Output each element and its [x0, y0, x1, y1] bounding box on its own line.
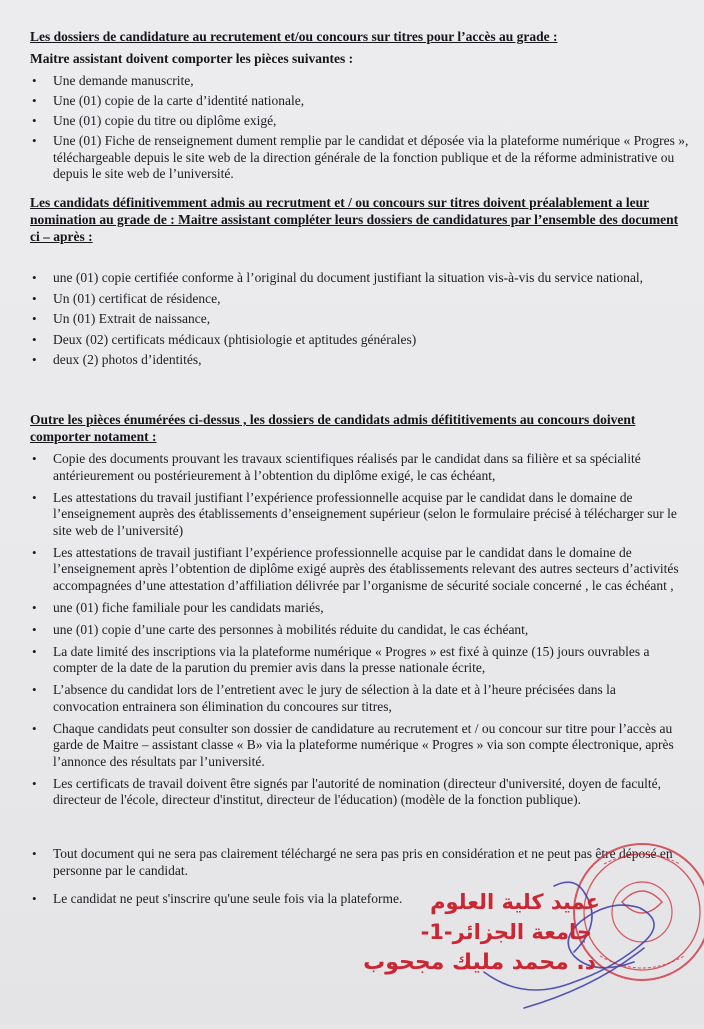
- list-item: • une (01) fiche familiale pour les candidats mariés,: [30, 600, 683, 617]
- university-name: جامعة الجزائر-1-: [420, 920, 592, 944]
- list-item: • Un (01) Extrait de naissance,: [30, 311, 653, 328]
- heading-admitted-candidates: Les candidats définitivemment admis au recrutment et / ou concours sur titres doivent préalablement a leur nomination au grade de : Maitre assistant compléter leurs dossiers de candidatures par l’ensemble des document ci – après :: [30, 195, 679, 244]
- list-item: • Les certificats de travail doivent être signés par l'autorité de nomination (directeur d'université, doyen de faculté, directeur de l'école, directeur d'institut, directeur de l'éducation) (modèle de la fonction publique).: [30, 776, 683, 809]
- additional-documents-list: [30, 270, 653, 373]
- list-item: • Une (01) Fiche de renseignement dument remplie par le candidat et déposée via la plateforme numérique « Progres », téléchargeable depuis le site web de la direction générale de la fonction publique et de la réforme administrative ou depuis le site web de l’université.: [30, 133, 703, 183]
- list-item: • La date limité des inscriptions via la plateforme numérique « Progres » est fixé à quinze (15) jours ouvrables a compter de la date de la parution du premier avis dans la presse nationale écrite,: [30, 644, 683, 677]
- required-pieces-list: [30, 73, 703, 186]
- list-item: • Copie des documents prouvant les travaux scientifiques réalisés par le candidat dans sa filière et sa spécialité antérieurement ou postérieurement à l’obtention du diplôme exigé, le cas échéant,: [30, 451, 683, 484]
- list-item: • Deux (02) certificats médicaux (phtisiologie et aptitudes générales): [30, 332, 653, 349]
- list-item: • Une (01) copie du titre ou diplôme exigé,: [30, 113, 703, 130]
- list-item: • Le candidat ne peut s'inscrire qu'une seule fois via la plateforme.: [30, 891, 683, 908]
- list-item: • Les attestations de travail justifiant l’expérience professionnelle acquise par le candidat dans le domaine de l’enseignement après l’obtention de diplôme exigé auprès des établissements relevant des autres secteurs d’activités accompagnées d’une attestation d’affiliation délivrée par l’organisme de sécurité sociale concerné , le cas échéant ,: [30, 545, 683, 595]
- dean-title: عميد كلية العلوم: [430, 890, 600, 914]
- list-item: • deux (2) photos d’identités,: [30, 352, 653, 369]
- list-item: • Tout document qui ne sera pas clairement téléchargé ne sera pas pris en considération et ne peut pas être déposé en personne par le candidat.: [30, 846, 683, 879]
- heading-other-pieces: Outre les pièces énumérées ci-dessus , les dossiers de candidats admis défititivements au concours doivent comporter notament :: [30, 412, 636, 444]
- list-item: • Les attestations du travail justifiant l’expérience professionnelle acquise par le candidat dans le domaine de l’enseignement auprès des établissements d’enseignement supérieur (selon le formulaire précisé à télécharger sur le site web de l’université): [30, 490, 683, 540]
- signatory-name: د. محمد مليك مجحوب: [363, 950, 596, 975]
- heading-required-pieces: Maitre assistant doivent comporter les pièces suivantes :: [30, 51, 354, 66]
- list-item: • L’absence du candidat lors de l’entretient avec le jury de sélection à la date et à l’heure précisées dans la convocation entrainera son élimination du concoures sur titres,: [30, 682, 683, 715]
- list-item: • Un (01) certificat de résidence,: [30, 291, 653, 308]
- list-item: • une (01) copie certifiée conforme à l’original du document justifiant la situation vis-à-vis du service national,: [30, 270, 653, 287]
- list-item: • Chaque candidats peut consulter son dossier de candidature au recrutement et / ou concour sur titre pour l’accès au garde de Maitre – assistant classe « B» via la plateforme numérique « Progres » via son compte électronique, après l’annonce des résultats par l’université.: [30, 721, 683, 771]
- heading-recruitment-dossier: Les dossiers de candidature au recrutement et/ou concours sur titres pour l’accès au grade :: [30, 29, 558, 44]
- list-item: • une (01) copie d’une carte des personnes à mobilités réduite du candidat, le cas échéant,: [30, 622, 683, 639]
- other-pieces-list: [30, 451, 683, 814]
- list-item: • Une demande manuscrite,: [30, 73, 703, 90]
- list-item: • Une (01) copie de la carte d’identité nationale,: [30, 93, 703, 110]
